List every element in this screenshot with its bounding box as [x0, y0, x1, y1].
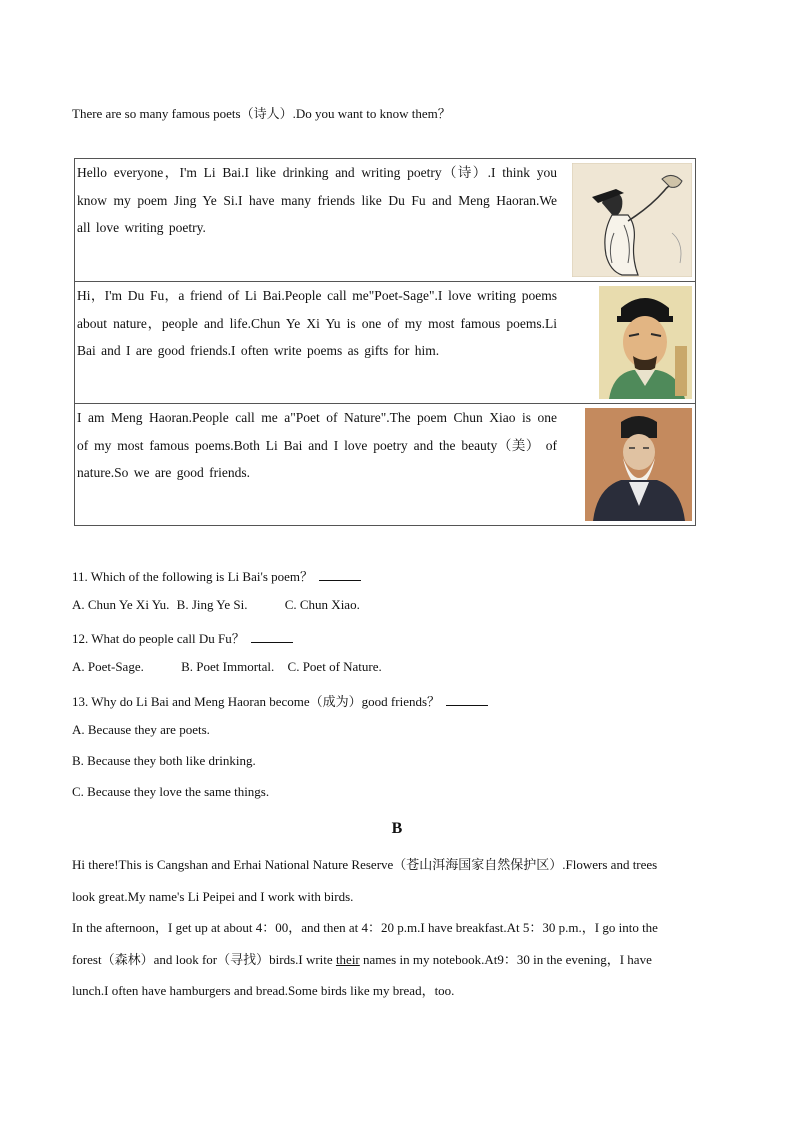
question-11: [72, 566, 361, 585]
poet-text-du-fu: Hi，I'm Du Fu，a friend of Li Bai.People call me"Poet-Sage".I love writing poems about nature，people and life.Chun Ye Xi Yu is one of my most famous poems.Li Bai and I are good friends.I often write poems as gifts for him.: [77, 288, 557, 358]
question-12-options: [72, 659, 382, 675]
option-13-a[interactable]: A. Because they are poets.: [72, 722, 210, 737]
section-b-paragraph-2: [72, 912, 712, 1007]
section-b-heading: B: [391, 820, 403, 837]
option-12-c[interactable]: C. Poet of Nature.: [287, 659, 382, 674]
answer-blank-13[interactable]: [446, 693, 488, 706]
question-11-stem: 11. Which of the following is Li Bai's poem？: [72, 569, 314, 584]
question-12-stem: 12. What do people call Du Fu？: [72, 631, 245, 646]
question-12: [72, 628, 293, 647]
question-11-options: [72, 597, 360, 613]
poet-row-li-bai: [75, 159, 695, 282]
intro-text: There are so many famous poets（诗人）.Do you want to know them？: [72, 106, 451, 121]
option-12-a[interactable]: A. Poet-Sage.: [72, 659, 144, 674]
poet-row-du-fu: [75, 282, 695, 404]
option-13-b[interactable]: B. Because they both like drinking.: [72, 753, 256, 768]
poet-row-meng-haoran: [75, 404, 695, 525]
paragraph-1-line-1: Hi there!This is Cangshan and Erhai National Nature Reserve（苍山洱海国家自然保护区）.Flowers and trees: [72, 857, 658, 872]
option-11-b[interactable]: B. Jing Ye Si.: [176, 597, 248, 612]
question-13: [72, 691, 488, 710]
li-bai-portrait-icon: [572, 163, 692, 277]
paragraph-2-line-2-end: names in my notebook.At9：30 in the evening，I have: [359, 951, 652, 967]
answer-blank-12[interactable]: [251, 630, 293, 643]
paragraph-2-line-3: lunch.I often have hamburgers and bread.Some birds like my bread，too.: [72, 983, 455, 998]
poet-text-meng-haoran: I am Meng Haoran.People call me a"Poet of Nature".The poem Chun Xiao is one of my most famous poems.Both Li Bai and I love poetry and the beauty（美） of nature.So we are good friends.: [77, 410, 557, 480]
option-11-c[interactable]: C. Chun Xiao.: [284, 597, 360, 612]
answer-blank-11[interactable]: [319, 568, 361, 581]
option-12-b[interactable]: B. Poet Immortal.: [181, 659, 275, 674]
poet-table: [74, 158, 696, 526]
underlined-word-their: their: [335, 951, 360, 967]
paragraph-2-line-1: In the afternoon，I get up at about 4：00，and then at 4：20 p.m.I have breakfast.At 5：30 p.m.，I go into the: [72, 920, 658, 935]
paragraph-1-line-2: look great.My name's Li Peipei and I work with birds.: [72, 888, 354, 904]
option-11-a[interactable]: A. Chun Ye Xi Yu.: [72, 597, 170, 612]
paragraph-2-line-2-start: forest（森林）and look for（寻找）birds.I write: [72, 951, 336, 967]
paragraph-2-line-2: [72, 944, 712, 976]
section-b-paragraph-1: [72, 849, 712, 912]
poet-text-li-bai: Hello everyone，I'm Li Bai.I like drinking and writing poetry（诗）.I think you know my poem Jing Ye Si.I have many friends like Du Fu and Meng Haoran.We all love writing poetry.: [77, 165, 557, 235]
option-13-c[interactable]: C. Because they love the same things.: [72, 784, 270, 799]
meng-haoran-portrait-icon: [585, 408, 692, 521]
question-13-stem: 13. Why do Li Bai and Meng Haoran become（成为）good friends？: [72, 694, 441, 709]
du-fu-portrait-icon: [599, 286, 692, 399]
